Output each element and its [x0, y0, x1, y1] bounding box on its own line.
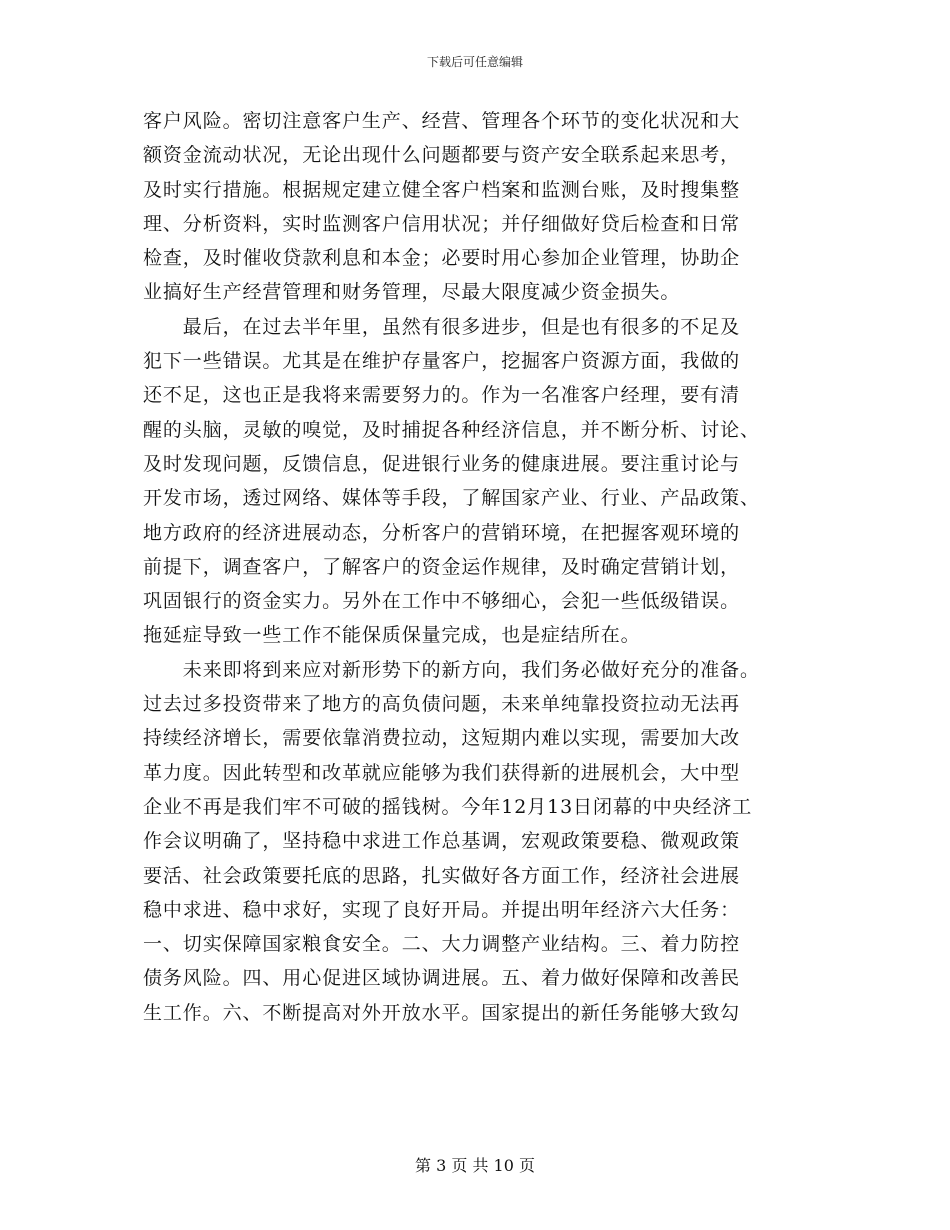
text-line: 检查，及时催收贷款利息和本金；必要时用心参加企业管理，协助企: [143, 247, 741, 270]
text-line: 稳中求进、稳中求好，实现了良好开局。并提出明年经济六大任务：: [143, 898, 741, 921]
page-number-footer: 第 3 页 共 10 页: [415, 1156, 535, 1175]
text-line: 额资金流动状况，无论出现什么问题都要与资产安全联系起来思考，: [143, 144, 741, 167]
text-line: 拖延症导致一些工作不能保质保量完成，也是症结所在。: [143, 624, 641, 647]
text-line: 过去过多投资带来了地方的高负债问题，未来单纯靠投资拉动无法再: [143, 693, 741, 716]
text-line: 巩固银行的资金实力。另外在工作中不够细心，会犯一些低级错误。: [143, 590, 741, 613]
text-line: 及时实行措施。根据规定建立健全客户档案和监测台账，及时搜集整: [143, 178, 741, 201]
text-line: 理、分析资料，实时监测客户信用状况；并仔细做好贷后检查和日常: [143, 212, 741, 235]
text-line: 企业不再是我们牢不可破的摇钱树。今年12月13日闭幕的中央经济工: [143, 795, 753, 818]
text-line: 债务风险。四、用心促进区域协调进展。五、着力做好保障和改善民: [143, 967, 741, 990]
text-line: 犯下一些错误。尤其是在维护存量客户，挖掘客户资源方面，我做的: [143, 350, 741, 373]
text-line: 革力度。因此转型和改革就应能够为我们获得新的进展机会，大中型: [143, 761, 741, 784]
page-header: 下载后可任意编辑: [426, 55, 523, 69]
text-line: 未来即将到来应对新形势下的新方向，我们务必做好充分的准备。: [143, 658, 760, 681]
text-line: 客户风险。密切注意客户生产、经营、管理各个环节的变化状况和大: [143, 110, 741, 132]
text-line: 生工作。六、不断提高对外开放水平。国家提出的新任务能够大致勾: [143, 1001, 741, 1024]
text-line: 业搞好生产经营管理和财务管理，尽最大限度减少资金损失。: [143, 281, 681, 304]
text-line: 还不足，这也正是我将来需要努力的。作为一名准客户经理，要有清: [143, 384, 741, 407]
text-line: 醒的头脑，灵敏的嗅觉，及时捕捉各种经济信息，并不断分析、讨论、: [143, 418, 760, 441]
text-line: 要活、社会政策要托底的思路，扎实做好各方面工作，经济社会进展: [143, 864, 741, 887]
text-line: 及时发现问题，反馈信息，促进银行业务的健康进展。要注重讨论与: [143, 452, 741, 475]
text-line: 持续经济增长，需要依靠消费拉动，这短期内难以实现，需要加大改: [143, 727, 741, 750]
document-body: [143, 104, 811, 1030]
text-line: 地方政府的经济进展动态，分析客户的营销环境，在把握客观环境的: [143, 521, 741, 544]
text-line: 一、切实保障国家粮食安全。二、大力调整产业结构。三、着力防控: [143, 933, 741, 956]
text-line: 前提下，调查客户，了解客户的资金运作规律，及时确定营销计划，: [143, 555, 741, 578]
text-line: 作会议明确了，坚持稳中求进工作总基调，宏观政策要稳、微观政策: [143, 830, 741, 853]
text-line: 开发市场，透过网络、媒体等手段，了解国家产业、行业、产品政策、: [143, 487, 760, 510]
text-line: 最后，在过去半年里，虽然有很多进步，但是也有很多的不足及: [143, 315, 741, 338]
